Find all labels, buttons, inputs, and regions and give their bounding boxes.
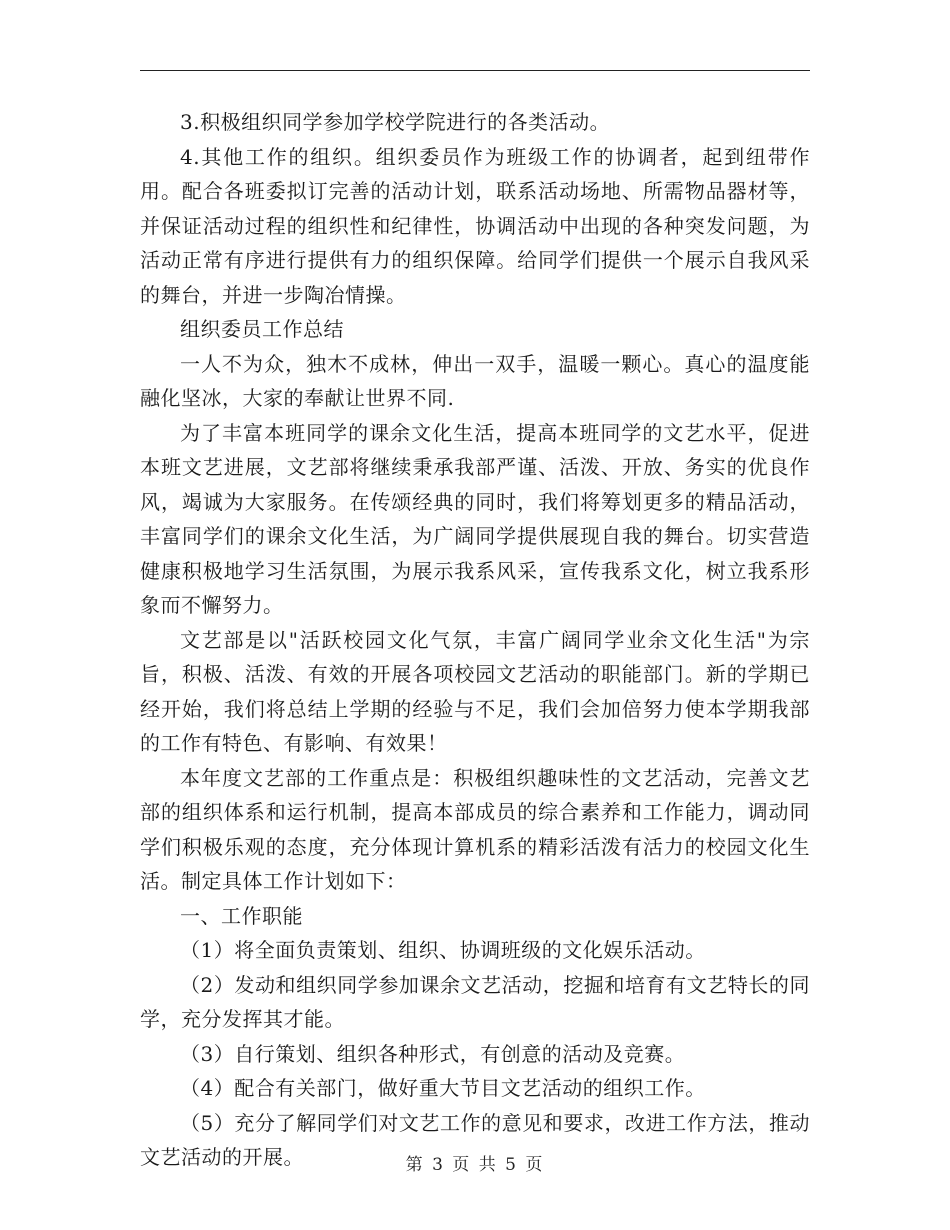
paragraph-item-3: 3.积极组织同学参加学校学院进行的各类活动。 <box>180 110 611 134</box>
list-item-duty-3: （3）自行策划、组织各种形式，有创意的活动及竞赛。 <box>180 1041 686 1066</box>
paragraph-department-purpose: 文艺部是以"活跃校园文化气氛，丰富广阔同学业余文化生活"为宗旨，积极、活泼、有效的开展各项校园文艺活动的职能部门。新的学期已经开始，我们将总结上学期的经验与不足，我们会加倍努力使本学期我部的工作有特色、有影响、有效果！ <box>140 627 810 755</box>
paragraph-annual-focus: 本年度文艺部的工作重点是：积极组织趣味性的文艺活动，完善文艺部的组织体系和运行机制，提高本部成员的综合素养和工作能力，调动同学们积极乐观的态度，充分体现计算机系的精彩活泼有活力的校园文化生活。制定具体工作计划如下： <box>140 765 810 893</box>
section-heading-duties: 一、工作职能 <box>180 903 303 928</box>
paragraph-enrich-life: 为了丰富本班同学的课余文化生活，提高本班同学的文艺水平，促进本班文艺进展，文艺部将继续秉承我部严谨、活泼、开放、务实的优良作风，竭诚为大家服务。在传颂经典的同时，我们将筹划更多的精品活动，丰富同学们的课余文化生活，为广阔同学提供展现自我的舞台。切实营造健康积极地学习生活氛围，为展示我系风采，宣传我系文化，树立我系形象而不懈努力。 <box>140 420 810 617</box>
list-item-duty-1: （1）将全面负责策划、组织、协调班级的文化娱乐活动。 <box>180 938 706 962</box>
header-rule <box>140 70 810 71</box>
list-item-duty-5: （5）充分了解同学们对文艺工作的意见和要求，改进工作方法，推动文艺活动的开展。 <box>140 1110 810 1169</box>
page-indicator: 第 3 页 共 5 页 <box>405 1155 545 1175</box>
paragraph-other-work: 4.其他工作的组织。组织委员作为班级工作的协调者，起到纽带作用。配合各班委拟订完善的活动计划，联系活动场地、所需物品器材等，并保证活动过程的组织性和纪律性，协调活动中出现的各种突发问题，为活动正常有序进行提供有力的组织保障。给同学们提供一个展示自我风采的舞台，并进一步陶冶情操。 <box>140 144 810 307</box>
paragraph-intro-quote: 一人不为众，独木不成林，伸出一双手，温暖一颗心。真心的温度能融化坚冰，大家的奉献让世界不同. <box>140 351 810 410</box>
section-heading-summary: 组织委员工作总结 <box>180 317 344 341</box>
document-body <box>140 105 810 1175</box>
list-item-duty-2: （2）发动和组织同学参加课余文艺活动，挖掘和培育有文艺特长的同学，充分发挥其才能。 <box>140 972 810 1031</box>
list-item-duty-4: （4）配合有关部门，做好重大节目文艺活动的组织工作。 <box>180 1076 706 1100</box>
